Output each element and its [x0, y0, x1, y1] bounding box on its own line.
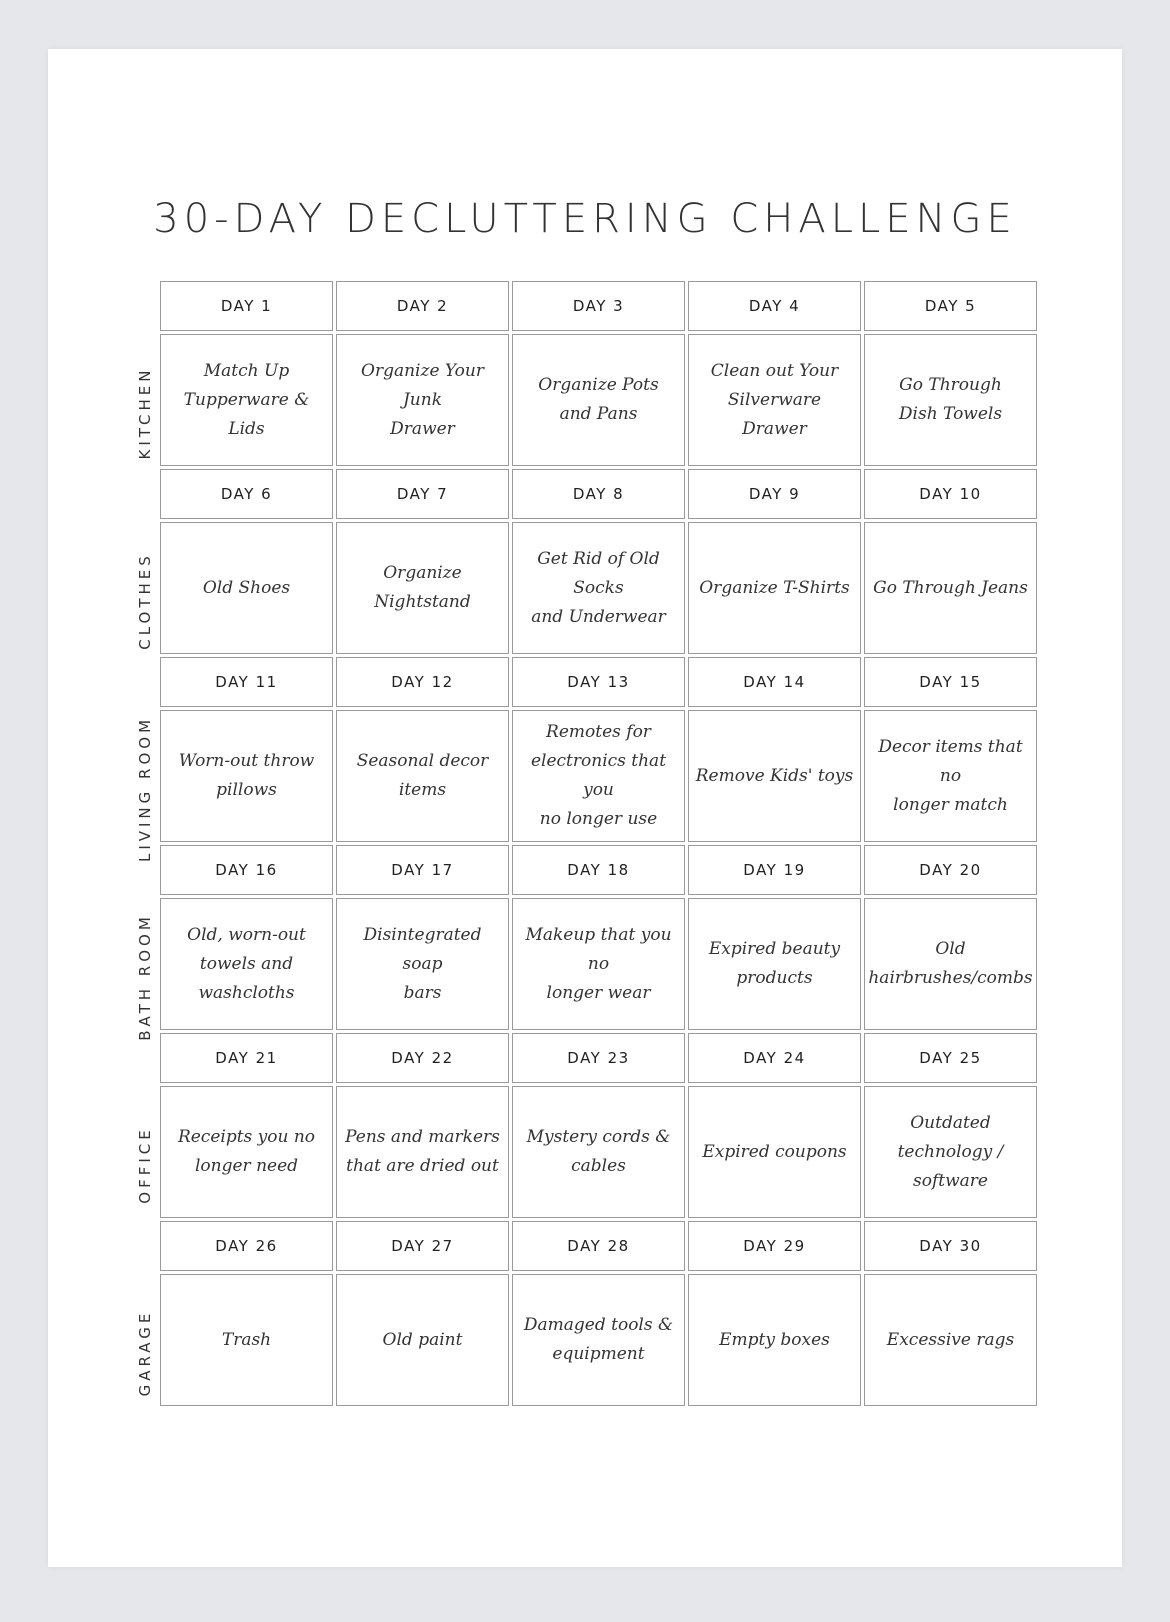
task-cell: Expired beauty products — [688, 898, 861, 1030]
day-cell: DAY 2 — [336, 281, 509, 331]
page-title: 30-DAY DECLUTTERING CHALLENGE — [153, 196, 1017, 242]
room-label: GARAGE — [136, 1309, 154, 1397]
room-label: LIVING ROOM — [136, 715, 154, 863]
day-cell: DAY 17 — [336, 845, 509, 895]
task-cell: Organize Pots and Pans — [512, 334, 685, 466]
task-cell: Organize T-Shirts — [688, 522, 861, 654]
day-cell: DAY 9 — [688, 469, 861, 519]
task-cell: Receipts you no longer need — [160, 1086, 333, 1218]
room-label: BATH ROOM — [136, 913, 154, 1041]
day-header-row — [160, 1221, 1040, 1271]
section-office — [136, 1033, 1040, 1221]
section-kitchen — [136, 281, 1040, 469]
task-cell: Seasonal decor items — [336, 710, 509, 842]
day-cell: DAY 12 — [336, 657, 509, 707]
task-row — [160, 710, 1040, 842]
room-label: CLOTHES — [136, 552, 154, 650]
task-cell: Disintegrated soap bars — [336, 898, 509, 1030]
task-row — [160, 334, 1040, 466]
section-garage — [136, 1221, 1040, 1409]
task-cell: Old hairbrushes/combs — [864, 898, 1037, 1030]
room-label: OFFICE — [136, 1126, 154, 1204]
day-cell: DAY 10 — [864, 469, 1037, 519]
day-cell: DAY 28 — [512, 1221, 685, 1271]
day-cell: DAY 16 — [160, 845, 333, 895]
task-cell: Remove Kids' toys — [688, 710, 861, 842]
task-cell: Expired coupons — [688, 1086, 861, 1218]
day-cell: DAY 4 — [688, 281, 861, 331]
task-cell: Makeup that you no longer wear — [512, 898, 685, 1030]
task-cell: Mystery cords & cables — [512, 1086, 685, 1218]
section-clothes — [136, 469, 1040, 657]
task-cell: Remotes for electronics that you no longer use — [512, 710, 685, 842]
day-header-row — [160, 657, 1040, 707]
day-cell: DAY 1 — [160, 281, 333, 331]
task-cell: Go Through Dish Towels — [864, 334, 1037, 466]
task-cell: Old Shoes — [160, 522, 333, 654]
day-cell: DAY 29 — [688, 1221, 861, 1271]
task-cell: Trash — [160, 1274, 333, 1406]
task-cell: Empty boxes — [688, 1274, 861, 1406]
day-cell: DAY 25 — [864, 1033, 1037, 1083]
task-row — [160, 1274, 1040, 1406]
day-cell: DAY 13 — [512, 657, 685, 707]
task-cell: Organize Nightstand — [336, 522, 509, 654]
task-cell: Outdated technology / software — [864, 1086, 1037, 1218]
day-cell: DAY 24 — [688, 1033, 861, 1083]
day-header-row — [160, 845, 1040, 895]
task-cell: Get Rid of Old Socks and Underwear — [512, 522, 685, 654]
day-cell: DAY 14 — [688, 657, 861, 707]
task-cell: Damaged tools & equipment — [512, 1274, 685, 1406]
task-cell: Organize Your Junk Drawer — [336, 334, 509, 466]
day-cell: DAY 15 — [864, 657, 1037, 707]
room-label: KITCHEN — [136, 366, 154, 460]
day-cell: DAY 6 — [160, 469, 333, 519]
day-header-row — [160, 281, 1040, 331]
task-cell: Worn-out throw pillows — [160, 710, 333, 842]
day-cell: DAY 18 — [512, 845, 685, 895]
section-bath-room — [136, 845, 1040, 1041]
task-cell: Excessive rags — [864, 1274, 1037, 1406]
day-cell: DAY 11 — [160, 657, 333, 707]
task-cell: Decor items that no longer match — [864, 710, 1037, 842]
task-row — [160, 1086, 1040, 1218]
task-cell: Go Through Jeans — [864, 522, 1037, 654]
day-header-row — [160, 469, 1040, 519]
day-cell: DAY 8 — [512, 469, 685, 519]
task-cell: Match Up Tupperware & Lids — [160, 334, 333, 466]
day-cell: DAY 3 — [512, 281, 685, 331]
task-cell: Clean out Your Silverware Drawer — [688, 334, 861, 466]
section-living-room — [136, 657, 1040, 863]
day-cell: DAY 21 — [160, 1033, 333, 1083]
day-cell: DAY 5 — [864, 281, 1037, 331]
task-cell: Pens and markers that are dried out — [336, 1086, 509, 1218]
task-cell: Old paint — [336, 1274, 509, 1406]
day-cell: DAY 30 — [864, 1221, 1037, 1271]
day-cell: DAY 19 — [688, 845, 861, 895]
day-cell: DAY 27 — [336, 1221, 509, 1271]
day-cell: DAY 22 — [336, 1033, 509, 1083]
task-row — [160, 898, 1040, 1030]
day-cell: DAY 26 — [160, 1221, 333, 1271]
task-row — [160, 522, 1040, 654]
day-cell: DAY 20 — [864, 845, 1037, 895]
task-cell: Old, worn-out towels and washcloths — [160, 898, 333, 1030]
challenge-grid — [136, 281, 1040, 1409]
day-header-row — [160, 1033, 1040, 1083]
day-cell: DAY 7 — [336, 469, 509, 519]
day-cell: DAY 23 — [512, 1033, 685, 1083]
